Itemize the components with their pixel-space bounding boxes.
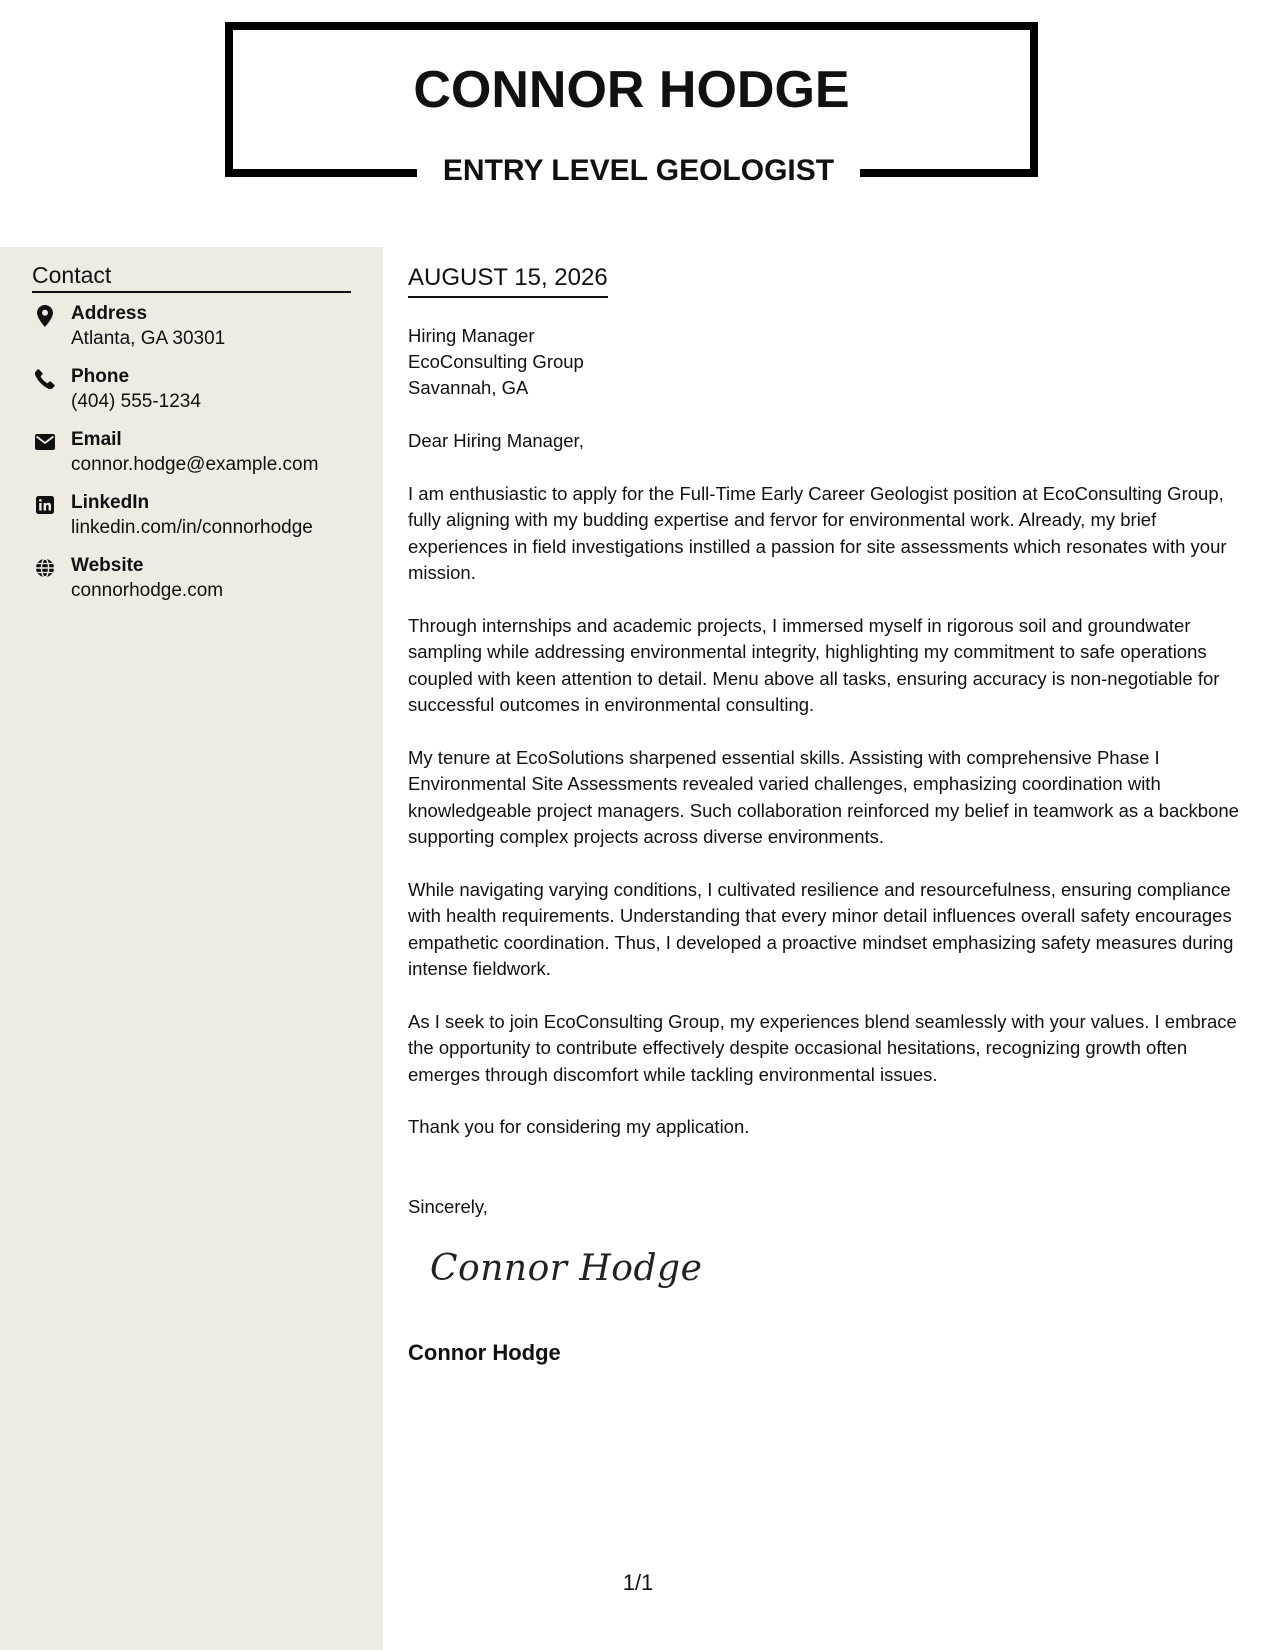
contact-value: connor.hodge@example.com (71, 454, 319, 475)
contact-label: LinkedIn (71, 492, 150, 513)
contact-label: Address (71, 303, 148, 324)
contact-heading: Contact (32, 262, 351, 293)
job-title: ENTRY LEVEL GEOLOGIST (442, 154, 835, 187)
recipient-line: Hiring Manager (408, 325, 535, 346)
body-paragraph: As I seek to join EcoConsulting Group, my experiences blend seamlessly with your values. I embrace the opportunity to contribute effectively despite occasional hesitations, recognizing growth often emerges through discomfort while tackling environmental issues. (408, 1010, 1237, 1085)
recipient-line: Savannah, GA (408, 377, 529, 398)
letter-body (408, 428, 1253, 1167)
body-paragraph: Through internships and academic projects, I immersed myself in rigorous soil and groundwater sampling while addressing environmental integrity, highlighting my commitment to safe operations coupled with keen attention to detail. Menu above all tasks, ensuring accuracy is non-negotiable for successful outcomes in environmental consulting. (408, 614, 1220, 715)
header-frame-bottom-left (225, 169, 417, 177)
body-paragraph: Thank you for considering my application. (408, 1116, 750, 1137)
contact-value: Atlanta, GA 30301 (71, 328, 226, 349)
contact-label: Email (71, 429, 122, 450)
body-paragraph: My tenure at EcoSolutions sharpened essential skills. Assisting with comprehensive Phase I Environmental Site Assessments revealed varied challenges, emphasizing coordination with knowledgeable project managers. Such collaboration reinforced my belief in teamwork as a backbone supporting complex projects across diverse environments. (408, 746, 1239, 847)
recipient-line: EcoConsulting Group (408, 351, 584, 372)
body-paragraph: While navigating varying conditions, I cultivated resilience and resourcefulness, ensuring compliance with health requirements. Understanding that every minor detail influences overall safety encourages empathetic coordination. Thus, I developed a proactive mindset emphasizing safety measures during intense fieldwork. (408, 878, 1234, 979)
contact-value: linkedin.com/in/connorhodge (71, 517, 313, 538)
contact-label: Website (71, 555, 144, 576)
header-frame-bottom-right (860, 169, 1038, 177)
salutation: Dear Hiring Manager, (408, 430, 584, 451)
contact-label: Phone (71, 366, 130, 387)
letter-date: AUGUST 15, 2026 (408, 264, 608, 298)
candidate-name: CONNOR HODGE (413, 61, 850, 119)
handwritten-signature: Connor Hodge (430, 1248, 703, 1289)
body-paragraph: I am enthusiastic to apply for the Full-Time Early Career Geologist position at EcoConsulting Group, fully aligning with my budding expertise and fervor for environmental work. Already, my brief experiences in field investigations instilled a passion for site assessments which resonates with your mission. (408, 482, 1227, 583)
page-number: 1/1 (622, 1570, 654, 1595)
map-pin-icon (32, 305, 58, 327)
signed-name: Connor Hodge (408, 1340, 561, 1365)
recipient-block (408, 323, 584, 401)
closing: Sincerely, (408, 1196, 488, 1217)
contact-value: (404) 555-1234 (71, 391, 201, 412)
contact-value: connorhodge.com (71, 580, 224, 601)
globe-icon (32, 557, 58, 579)
linkedin-icon (32, 494, 58, 516)
envelope-icon (32, 431, 58, 453)
phone-icon (32, 368, 58, 390)
